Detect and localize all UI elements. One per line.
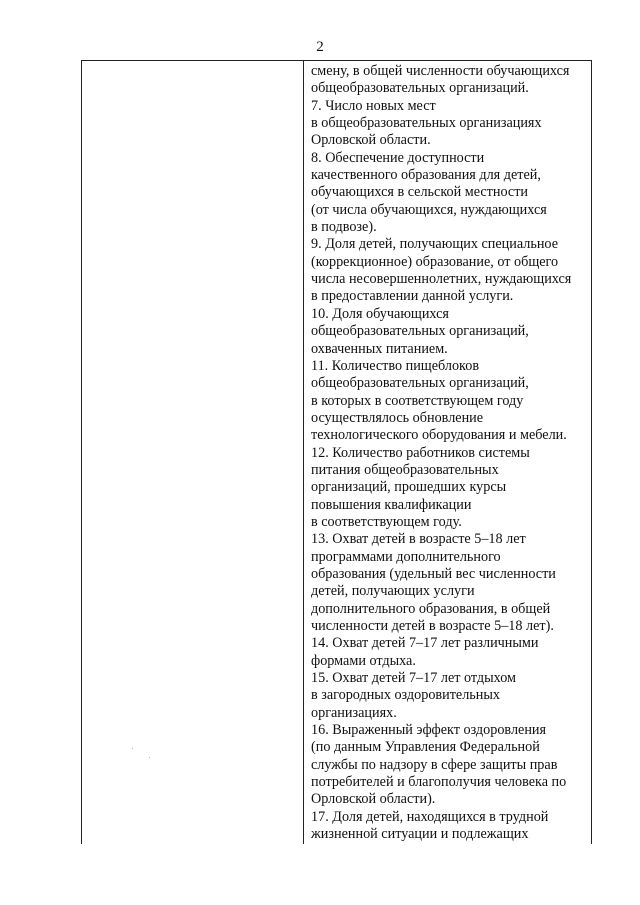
scan-speck: [132, 748, 133, 749]
text-line: смену, в общей численности обучающихся: [311, 63, 570, 79]
text-line: 10. Доля обучающихся: [311, 305, 449, 322]
text-line: Орловской области).: [311, 791, 436, 808]
text-line: формами отдыха.: [311, 652, 416, 669]
text-line: (коррекционное) образование, от общего: [311, 253, 559, 270]
table-right-cell: [304, 61, 591, 844]
scan-speck: [149, 757, 150, 758]
text-line: 8. Обеспечение доступности: [311, 149, 485, 166]
text-line: повышения квалификации: [311, 496, 472, 513]
text-line: (от числа обучающихся, нуждающихся: [311, 201, 547, 218]
text-line: общеобразовательных организаций,: [311, 375, 529, 392]
text-line: 7. Число новых мест: [311, 97, 436, 114]
text-line: 12. Количество работников системы: [311, 444, 530, 461]
text-line: в общеобразовательных организациях: [311, 115, 542, 132]
text-line: организаций, прошедших курсы: [311, 479, 507, 496]
text-line: 11. Количество пищеблоков: [311, 357, 480, 374]
text-line: обучающихся в сельской местности: [311, 184, 528, 201]
text-line: питания общеобразовательных: [311, 461, 499, 478]
table-left-cell: [82, 61, 304, 844]
text-line: качественного образования для детей,: [311, 167, 541, 184]
text-line: жизненной ситуации и подлежащих: [311, 826, 529, 843]
text-line: общеобразовательных организаций,: [311, 323, 529, 340]
text-line: в которых в соответствующем году: [311, 392, 524, 409]
text-line: общеобразовательных организаций.: [311, 80, 529, 97]
text-line: в подвозе).: [311, 219, 377, 236]
text-line: Орловской области.: [311, 132, 431, 149]
text-line: охваченных питанием.: [311, 340, 448, 357]
text-line: в предоставлении данной услуги.: [311, 288, 514, 305]
text-line: 14. Охват детей 7–17 лет различными: [311, 635, 539, 652]
text-line: в загородных оздоровительных: [311, 687, 500, 704]
text-line: образования (удельный вес численности: [311, 565, 556, 582]
text-line: (по данным Управления Федеральной: [311, 739, 540, 756]
text-line: службы по надзору в сфере защиты прав: [311, 756, 558, 773]
text-line: дополнительного образования, в общей: [311, 600, 551, 617]
text-line: 13. Охват детей в возрасте 5–18 лет: [311, 531, 526, 548]
page-number: 2: [316, 39, 324, 55]
text-line: потребителей и благополучия человека по: [311, 774, 567, 791]
text-line: детей, получающих услуги: [311, 583, 475, 600]
text-line: технологического оборудования и мебели.: [311, 427, 567, 444]
text-line: осуществлялось обновление: [311, 409, 484, 426]
text-line: организациях.: [311, 704, 397, 721]
text-line: 15. Охват детей 7–17 лет отдыхом: [311, 670, 517, 687]
text-line: числа несовершеннолетних, нуждающихся: [311, 271, 572, 288]
text-line: в соответствующем году.: [311, 513, 462, 530]
text-line: 16. Выраженный эффект оздоровления: [311, 722, 547, 739]
text-line: 9. Доля детей, получающих специальное: [311, 236, 558, 253]
indicators-table: [81, 60, 592, 844]
text-line: 17. Доля детей, находящихся в трудной: [311, 808, 549, 825]
text-line: численности детей в возрасте 5–18 лет).: [311, 618, 554, 634]
text-line: программами дополнительного: [311, 548, 501, 565]
